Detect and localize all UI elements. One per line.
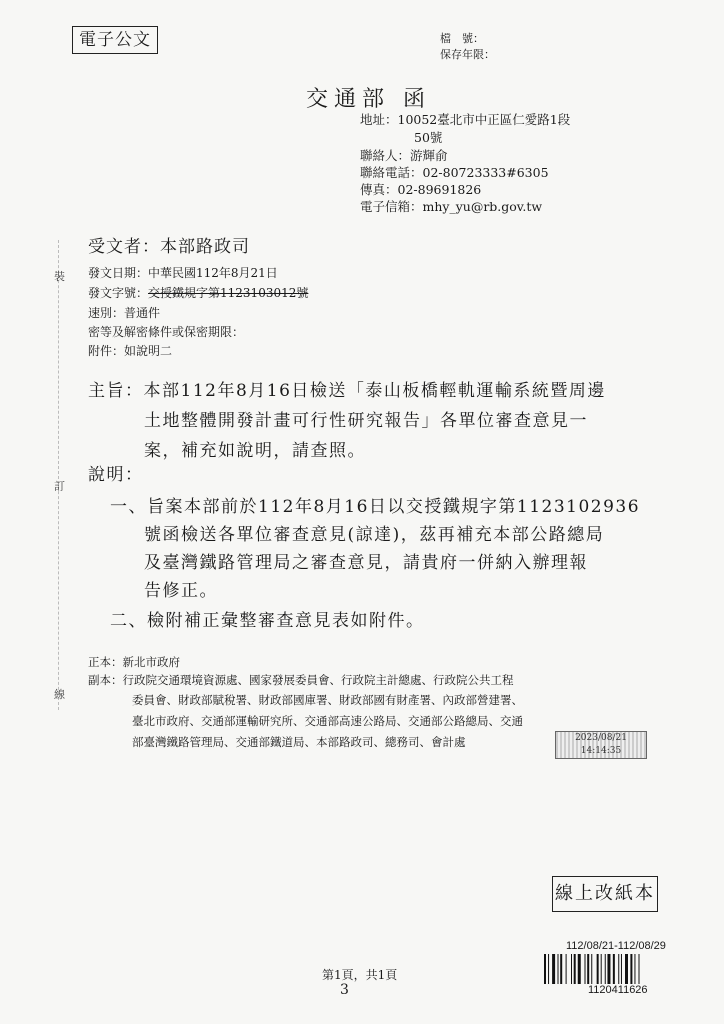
subject-line-3: 案，補充如說明，請查照。 — [144, 441, 366, 461]
retention-label: 保存年限： — [440, 48, 495, 61]
cc-line-1: 副本：行政院交通環境資源處、國家發展委員會、行政院主計總處、行政院公共工程 — [88, 673, 514, 687]
barcode — [544, 954, 668, 984]
doc-number-label: 發文字號： — [88, 286, 149, 300]
main-copy: 正本：新北市政府 — [88, 655, 180, 669]
explain-label: 說明： — [88, 465, 144, 485]
speed-class: 速別：普通件 — [88, 306, 161, 320]
doc-number-row — [88, 284, 308, 301]
explain-item2: 二、檢附補正彙整審查意見表如附件。 — [110, 611, 425, 631]
margin-mark-line: 線 — [54, 688, 65, 701]
online-to-paper-stamp: 線上改紙本 — [552, 876, 658, 912]
handwritten-page-number: 3 — [340, 982, 349, 998]
issue-date: 發文日期：中華民國112年8月21日 — [88, 266, 278, 280]
doc-number: 交授鐵規字第1123103012號 — [148, 286, 309, 300]
page-indicator: 第1頁，共1頁 — [322, 968, 398, 982]
explain-item1-line2: 號函檢送各單位審查意見(諒達)，茲再補充本部公路總局 — [144, 525, 605, 545]
margin-mark-bind: 裝 — [54, 270, 65, 283]
cc-line-3: 臺北市政府、交通部運輸研究所、交通部高速公路局、交通部公路總局、交通 — [132, 714, 523, 728]
contact-fax: 傳真：02-89691826 — [360, 182, 482, 197]
margin-mark-staple: 訂 — [54, 480, 65, 493]
file-number-label: 檔 號： — [440, 32, 484, 45]
secrecy-level: 密等及解密條件或保密期限： — [88, 325, 245, 339]
explain-item1-line3: 及臺灣鐵路管理局之審查意見，請貴府一併納入辦理報 — [144, 553, 588, 573]
subject-line-2: 土地整體開發計畫可行性研究報告」各單位審查意見一 — [144, 411, 588, 431]
contact-email: 電子信箱：mhy_yu@rb.gov.tw — [360, 199, 543, 214]
document-title: 交通部 函 — [306, 87, 431, 112]
cc-line-4: 部臺灣鐵路管理局、交通部鐵道局、本部路政司、總務司、會計處 — [132, 735, 466, 749]
contact-person: 聯絡人：游輝俞 — [360, 148, 448, 163]
binding-margin-line — [58, 240, 59, 710]
receipt-date-stamp: 2023/08/21 14:14:35 — [555, 731, 647, 759]
explain-item1-line4: 告修正。 — [144, 581, 218, 601]
cc-line-2: 委員會、財政部賦稅署、財政部國庫署、財政部國有財產署、內政部營建署、 — [132, 693, 523, 707]
subject-line-1: 主旨：本部112年8月16日檢送「泰山板橋輕軌運輸系統暨周邊 — [88, 381, 606, 401]
contact-address-cont: 50號 — [414, 130, 443, 145]
contact-address: 地址：10052臺北市中正區仁愛路1段 — [360, 112, 571, 127]
recipient: 受文者：本部路政司 — [88, 237, 250, 257]
barcode-number: 1120411626 — [588, 984, 648, 996]
contact-phone: 聯絡電話：02-80723333#6305 — [360, 165, 549, 180]
barcode-date-range: 112/08/21-112/08/29 — [566, 940, 666, 952]
electronic-doc-stamp: 電子公文 — [72, 26, 158, 54]
attachment: 附件：如說明二 — [88, 344, 173, 358]
explain-item1-line1: 一、旨案本部前於112年8月16日以交授鐵規字第1123102936 — [110, 497, 641, 517]
